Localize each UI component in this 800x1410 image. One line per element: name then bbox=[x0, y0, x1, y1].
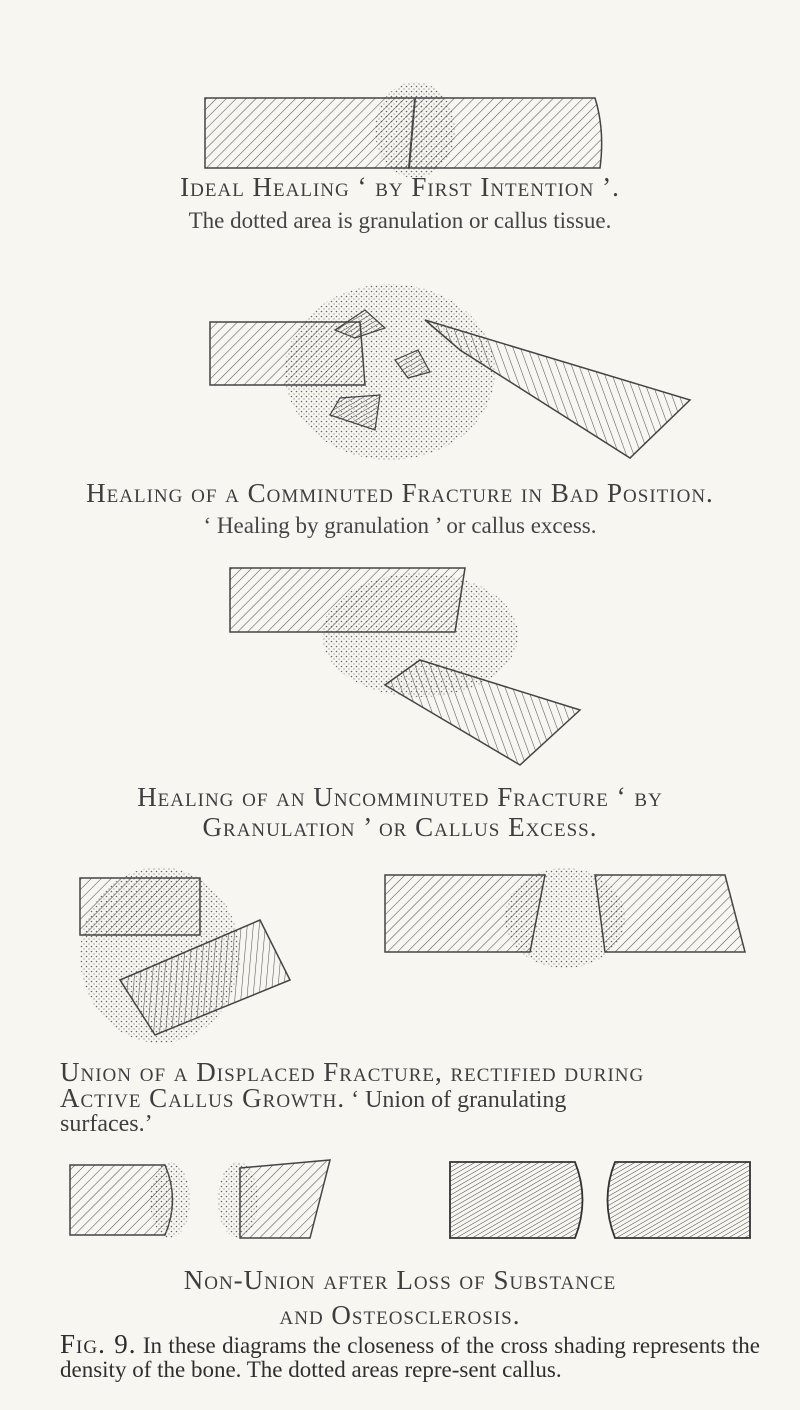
legend-text: In these diagrams the closeness of the cross shading represents the density of the bone. The dotted areas repre-sent callus. bbox=[60, 1333, 760, 1382]
bone-proximal bbox=[385, 875, 545, 952]
bone-end bbox=[608, 1162, 751, 1238]
figure-displaced-fracture-left bbox=[60, 860, 330, 1050]
figure-first-intention bbox=[195, 80, 625, 180]
bone-proximal bbox=[230, 568, 465, 632]
figure-comminuted-fracture bbox=[190, 280, 710, 470]
figure-title: Non-Union after Loss of Substance bbox=[183, 1265, 617, 1295]
figure-legend bbox=[60, 1329, 760, 1382]
figure-non-union-right bbox=[440, 1150, 770, 1250]
caption-line: surfaces.’ bbox=[60, 1111, 153, 1137]
caption-text: ‘ Union of granulating bbox=[345, 1087, 567, 1113]
bone-distal bbox=[595, 875, 745, 952]
caption-smallcaps: Union of a Displaced Fracture, rectified during bbox=[60, 1057, 645, 1087]
figure-subtitle: The dotted area is granulation or callus tissue. bbox=[188, 208, 612, 233]
figure-non-union-left bbox=[60, 1150, 370, 1250]
bone-end bbox=[450, 1162, 583, 1238]
bone-end bbox=[240, 1160, 330, 1238]
callus-area bbox=[150, 1162, 190, 1238]
figure-displaced-fracture-right bbox=[380, 860, 760, 980]
figure-title: Healing of an Uncomminuted Fracture ‘ by bbox=[137, 782, 663, 812]
figure-title: Granulation ’ or Callus Excess. bbox=[202, 812, 598, 842]
figure-title: Healing of a Comminuted Fracture in Bad Position. bbox=[86, 478, 714, 508]
figure-title: Ideal Healing ‘ by First Intention ’. bbox=[180, 172, 620, 202]
figure-caption bbox=[60, 1057, 760, 1137]
figure-uncomminuted-fracture bbox=[220, 560, 600, 770]
legend-label: Fig. 9. bbox=[60, 1329, 137, 1359]
bone-shaft bbox=[205, 98, 602, 168]
figure-title: and Osteosclerosis. bbox=[279, 1300, 521, 1330]
caption-line bbox=[60, 1083, 760, 1113]
bone-proximal bbox=[80, 878, 200, 935]
figure-subtitle: ‘ Healing by granulation ’ or callus excess. bbox=[203, 513, 597, 538]
caption-smallcaps: Active Callus Growth. bbox=[60, 1083, 346, 1113]
